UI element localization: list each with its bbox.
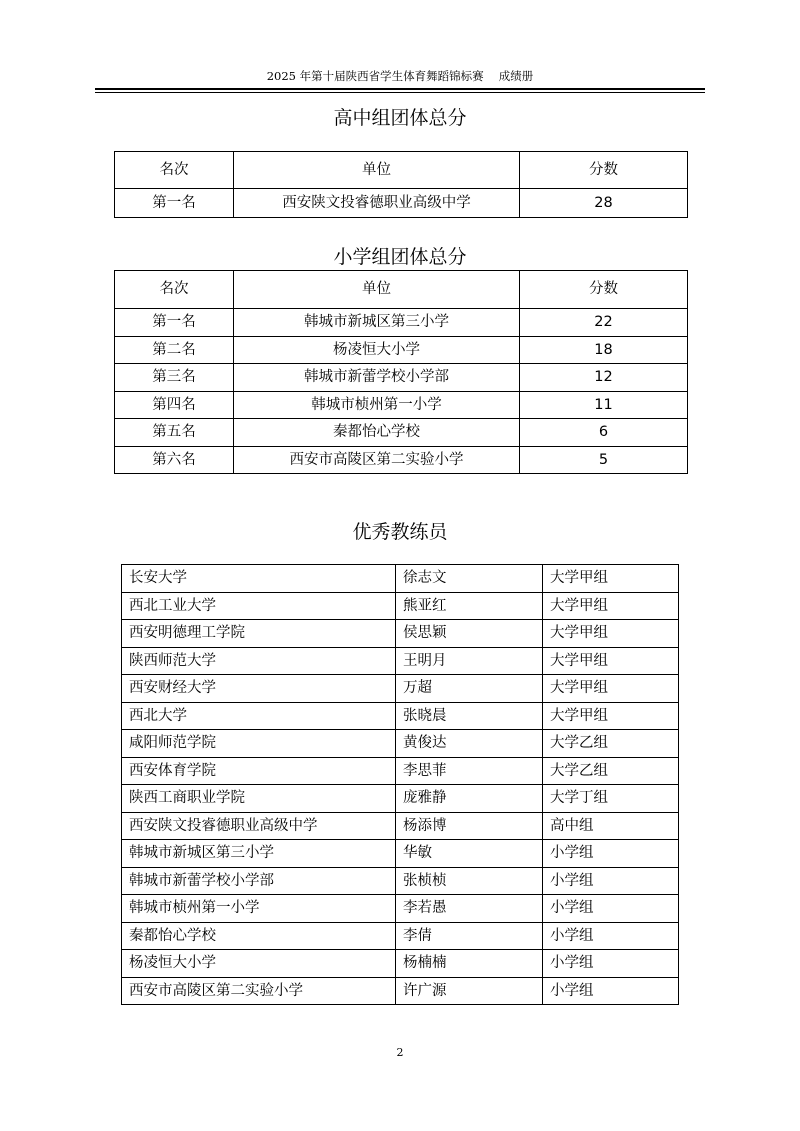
- group-cell: 小学组: [543, 950, 679, 978]
- unit-cell: 西安市高陵区第二实验小学: [234, 446, 520, 474]
- table-row: [122, 867, 679, 895]
- school-cell: 西北大学: [122, 702, 396, 730]
- score-cell: 28: [520, 189, 688, 218]
- high-school-title: 高中组团体总分: [333, 107, 467, 129]
- school-cell: 韩城市桢州第一小学: [122, 895, 396, 923]
- group-cell: 高中组: [543, 812, 679, 840]
- header-rule-thick: [95, 88, 705, 90]
- group-cell: 小学组: [543, 922, 679, 950]
- table-header-row: [115, 271, 688, 309]
- table-row: [122, 950, 679, 978]
- school-cell: 西安陕文投睿德职业高级中学: [122, 812, 396, 840]
- table-row: [122, 785, 679, 813]
- column-header: 名次: [115, 271, 234, 309]
- unit-cell: 秦都怡心学校: [234, 419, 520, 447]
- table-row: [122, 922, 679, 950]
- school-cell: 西安体育学院: [122, 757, 396, 785]
- group-cell: 大学甲组: [543, 565, 679, 593]
- table-row: [122, 812, 679, 840]
- coach-name-cell: 徐志文: [396, 565, 543, 593]
- table-row: [115, 189, 688, 218]
- rank-cell: 第二名: [115, 336, 234, 364]
- table-row: [122, 620, 679, 648]
- coach-name-cell: 李思菲: [396, 757, 543, 785]
- coach-name-cell: 许广源: [396, 977, 543, 1005]
- group-cell: 大学丁组: [543, 785, 679, 813]
- high-school-table: [114, 151, 688, 218]
- table-row: [115, 446, 688, 474]
- table-row: [122, 702, 679, 730]
- table-row: [122, 895, 679, 923]
- unit-cell: 西安陕文投睿德职业高级中学: [234, 189, 520, 218]
- coaches-table: [121, 564, 679, 1005]
- coach-name-cell: 侯思颖: [396, 620, 543, 648]
- coach-name-cell: 黄俊达: [396, 730, 543, 758]
- school-cell: 长安大学: [122, 565, 396, 593]
- unit-cell: 韩城市桢州第一小学: [234, 391, 520, 419]
- school-cell: 秦都怡心学校: [122, 922, 396, 950]
- column-header: 分数: [520, 152, 688, 189]
- coach-name-cell: 庞雅静: [396, 785, 543, 813]
- table-row: [115, 309, 688, 337]
- coach-name-cell: 杨楠楠: [396, 950, 543, 978]
- table-row: [122, 592, 679, 620]
- rank-cell: 第三名: [115, 364, 234, 392]
- table-row: [122, 840, 679, 868]
- coach-name-cell: 张桢桢: [396, 867, 543, 895]
- score-cell: 22: [520, 309, 688, 337]
- group-cell: 小学组: [543, 977, 679, 1005]
- coach-name-cell: 杨添博: [396, 812, 543, 840]
- rank-cell: 第五名: [115, 419, 234, 447]
- group-cell: 大学乙组: [543, 730, 679, 758]
- school-cell: 陕西师范大学: [122, 647, 396, 675]
- coach-name-cell: 张晓晨: [396, 702, 543, 730]
- page-number: 2: [396, 1046, 404, 1059]
- coach-name-cell: 李若愚: [396, 895, 543, 923]
- school-cell: 咸阳师范学院: [122, 730, 396, 758]
- rank-cell: 第一名: [115, 309, 234, 337]
- coaches-title: 优秀教练员: [352, 521, 448, 543]
- table-row: [122, 730, 679, 758]
- coach-name-cell: 华敏: [396, 840, 543, 868]
- running-header: 2025 年第十届陕西省学生体育舞蹈锦标赛 成绩册: [266, 69, 534, 83]
- column-header: 单位: [234, 152, 520, 189]
- score-cell: 11: [520, 391, 688, 419]
- group-cell: 大学乙组: [543, 757, 679, 785]
- school-cell: 韩城市新蕾学校小学部: [122, 867, 396, 895]
- school-cell: 韩城市新城区第三小学: [122, 840, 396, 868]
- rank-cell: 第六名: [115, 446, 234, 474]
- rank-cell: 第一名: [115, 189, 234, 218]
- score-cell: 12: [520, 364, 688, 392]
- column-header: 分数: [520, 271, 688, 309]
- unit-cell: 韩城市新蕾学校小学部: [234, 364, 520, 392]
- group-cell: 小学组: [543, 840, 679, 868]
- rank-cell: 第四名: [115, 391, 234, 419]
- table-row: [115, 364, 688, 392]
- coach-name-cell: 万超: [396, 675, 543, 703]
- table-row: [122, 675, 679, 703]
- school-cell: 西安市高陵区第二实验小学: [122, 977, 396, 1005]
- table-row: [115, 336, 688, 364]
- coach-name-cell: 李倩: [396, 922, 543, 950]
- group-cell: 大学甲组: [543, 592, 679, 620]
- header-rule-thin: [95, 92, 705, 93]
- school-cell: 西安明德理工学院: [122, 620, 396, 648]
- unit-cell: 韩城市新城区第三小学: [234, 309, 520, 337]
- score-cell: 18: [520, 336, 688, 364]
- table-row: [122, 977, 679, 1005]
- group-cell: 小学组: [543, 867, 679, 895]
- coach-name-cell: 王明月: [396, 647, 543, 675]
- column-header: 名次: [115, 152, 234, 189]
- group-cell: 大学甲组: [543, 675, 679, 703]
- score-cell: 5: [520, 446, 688, 474]
- school-cell: 西北工业大学: [122, 592, 396, 620]
- group-cell: 大学甲组: [543, 702, 679, 730]
- coach-name-cell: 熊亚红: [396, 592, 543, 620]
- group-cell: 小学组: [543, 895, 679, 923]
- primary-school-title: 小学组团体总分: [333, 246, 467, 268]
- table-row: [115, 419, 688, 447]
- column-header: 单位: [234, 271, 520, 309]
- group-cell: 大学甲组: [543, 647, 679, 675]
- school-cell: 杨凌恒大小学: [122, 950, 396, 978]
- primary-school-table: [114, 270, 688, 474]
- unit-cell: 杨凌恒大小学: [234, 336, 520, 364]
- school-cell: 陕西工商职业学院: [122, 785, 396, 813]
- table-row: [122, 565, 679, 593]
- score-cell: 6: [520, 419, 688, 447]
- table-header-row: [115, 152, 688, 189]
- school-cell: 西安财经大学: [122, 675, 396, 703]
- table-row: [122, 647, 679, 675]
- table-row: [122, 757, 679, 785]
- group-cell: 大学甲组: [543, 620, 679, 648]
- table-row: [115, 391, 688, 419]
